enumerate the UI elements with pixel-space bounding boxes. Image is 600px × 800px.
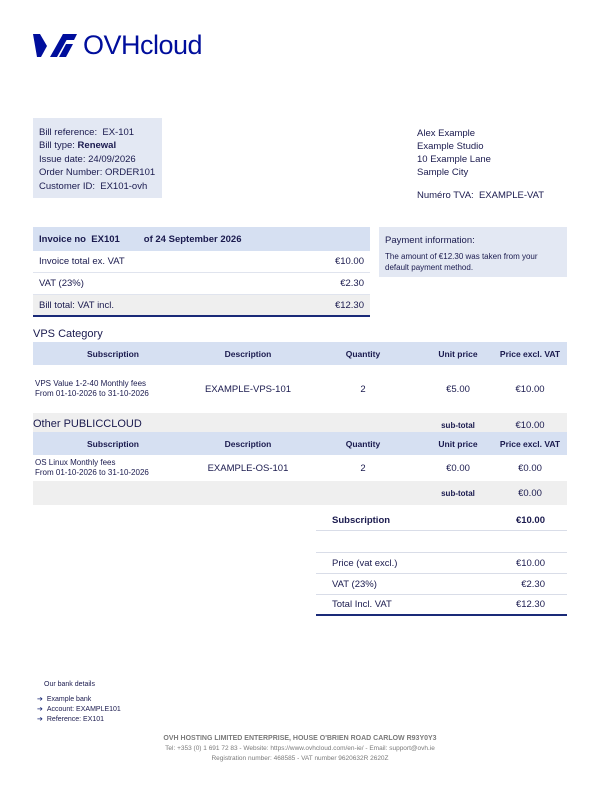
order-number: Order Number: ORDER101 [39,167,156,179]
item-price: €0.00 [518,462,542,474]
bill-type: Bill type: Renewal [39,140,117,152]
customer-street: 10 Example Lane [417,154,491,165]
payment-title: Payment information: [385,235,475,246]
brand-name: OVHcloud [83,29,203,60]
customer-id: Customer ID: EX101-ovh [39,180,148,192]
table-row [33,455,567,481]
bill-reference: Bill reference: EX-101 [39,127,135,138]
subtotal-label: sub-total [441,420,475,430]
item-description: EXAMPLE-VPS-101 [204,383,292,395]
item-subscription: VPS Value 1-2-40 Monthly fees From 01-10-2026 to 31-10-2026 [35,379,149,398]
item-quantity: 2 [360,462,366,474]
bank-item: ➔ Account: EXAMPLE101 [37,706,121,713]
invoice-header: Invoice no EX101 of 24 September 2026 [33,227,370,251]
bill-info-box [33,118,162,198]
invoice-date: of 24 September 2026 [143,233,242,245]
subtotal-value: €10.00 [515,419,545,431]
category-title: Other PUBLICCLOUD [33,418,142,430]
footer-company: OVH HOSTING LIMITED ENTERPRISE, HOUSE O'BRIEN ROAD CARLOW R93Y0Y3 [163,735,437,742]
subtotal-label: sub-total [441,488,475,498]
invoice-row: Invoice total ex. VAT €10.00 [33,251,370,273]
subtotal-value: €0.00 [518,487,542,499]
item-unit-price: €5.00 [446,383,470,395]
footer [0,734,600,764]
invoice-total-row: Bill total: VAT incl. €12.30 [33,295,370,317]
arrow-right-icon: ➔ [37,706,43,713]
invoice-row: VAT (23%) €2.30 [33,273,370,295]
customer-vat: Numéro TVA: EXAMPLE-VAT [417,190,545,201]
bank-item: ➔ Example bank [37,696,92,703]
payment-info-box [379,227,567,277]
summary-table [316,510,567,616]
item-subscription: OS Linux Monthly fees From 01-10-2026 to 31-10-2026 [35,458,149,477]
item-description: EXAMPLE-OS-101 [207,462,289,474]
item-unit-price: €0.00 [446,462,470,474]
table-row [33,365,567,413]
customer-company: Example Studio [417,141,484,152]
table-header: Subscription Description Quantity Unit price Price excl. VAT [33,342,567,365]
ovhcloud-logo-icon [33,31,77,59]
table-header: Subscription Description Quantity Unit price Price excl. VAT [33,432,567,455]
payment-text: The amount of €12.30 was taken from your default payment method. [385,252,538,272]
customer-name: Alex Example [417,128,476,139]
subtotal-row [33,481,567,505]
summary-row: Price (vat excl.) €10.00 [316,553,567,574]
issue-date: Issue date: 24/09/2026 [39,153,136,165]
customer-address [417,127,587,202]
footer-contact: Tel: +353 (0) 1 691 72 83 - Website: https://www.ovhcloud.com/en-ie/ - Email: support@ovh.ie [165,745,435,752]
ovhcloud-logo [33,30,202,60]
customer-city: Sample City [417,167,469,178]
bank-title: Our bank details [44,681,95,688]
summary-total-row: Total Incl. VAT €12.30 [316,595,567,616]
arrow-right-icon: ➔ [37,716,43,723]
summary-row: VAT (23%) €2.30 [316,574,567,595]
summary-header: Subscription €10.00 [316,510,567,531]
category-title: VPS Category [33,328,103,340]
item-quantity: 2 [360,383,366,395]
arrow-right-icon: ➔ [37,696,43,703]
bank-item: ➔ Reference: EX101 [37,716,105,723]
bank-details [37,681,121,725]
summary-spacer [316,531,567,553]
invoice-table [33,227,370,317]
footer-registration: Registration number: 468585 - VAT number 9620632R 2620Z [211,755,389,762]
category-table [33,432,567,505]
item-price: €10.00 [515,383,545,395]
